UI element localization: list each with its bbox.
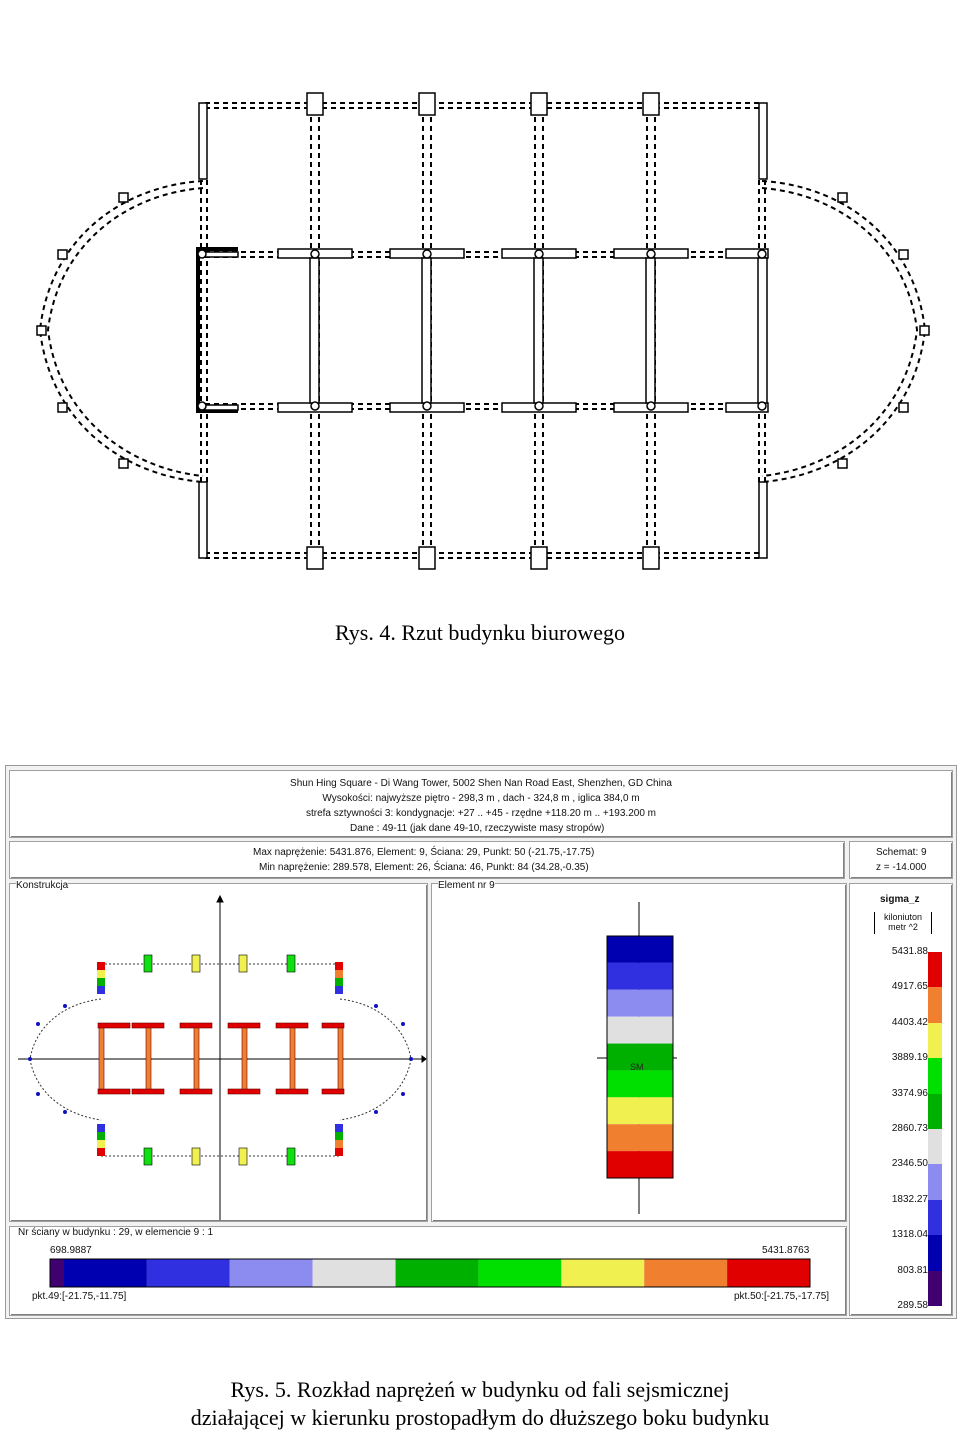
legend-value: 3374.96 [891, 1087, 928, 1099]
bar-cell [561, 1259, 644, 1287]
legend-unit-top: kiloniuton [883, 912, 923, 922]
legend-swatch [928, 1129, 942, 1164]
wall-bar-panel [9, 1226, 847, 1316]
legend-swatch [928, 1058, 942, 1093]
schemat-label: Schemat: 9 [876, 847, 927, 858]
bar-cell [50, 1259, 64, 1287]
legend-value: 1832.27 [891, 1193, 928, 1205]
legend-unit-box [874, 912, 932, 934]
element-cell [607, 963, 673, 990]
element-cell [607, 936, 673, 963]
legend-swatch [928, 1094, 942, 1129]
legend-value: 803.81 [897, 1264, 928, 1276]
element-cell [607, 1124, 673, 1151]
bar-cell [147, 1259, 230, 1287]
schemat-panel [849, 841, 953, 879]
legend-unit-bottom: metr ^2 [888, 922, 918, 932]
wall-info: Nr ściany w budynku : 29, w elemencie 9 : 1 [18, 1227, 214, 1238]
bar-cell [313, 1259, 396, 1287]
legend-value: 2860.73 [891, 1123, 928, 1134]
bar-cell [64, 1259, 147, 1287]
element-panel [431, 880, 847, 1222]
legend-swatch [928, 952, 942, 987]
analysis-window [5, 765, 957, 1319]
legend-value: 289.58 [897, 1300, 928, 1311]
legend-swatch [928, 1200, 942, 1235]
bar-cell [644, 1259, 727, 1287]
header-line-2: Wysokości: najwyższe piętro - 298,3 m , dach - 324,8 m , iglica 384,0 m [322, 793, 640, 804]
legend-swatch [928, 1271, 942, 1306]
figure4-caption: Rys. 4. Rzut budynku biurowego [335, 620, 625, 645]
bar-cell [727, 1259, 810, 1287]
construction-panel-title: Konstrukcja [16, 880, 69, 891]
figure5-caption-line1: Rys. 5. Rozkład naprężeń w budynku od fali sejsmicznej [230, 1377, 730, 1402]
bar-cell [478, 1259, 561, 1287]
figure5-caption-line2: działającej w kierunku prostopadłym do dłuższego boku budynku [190, 1405, 770, 1430]
header-line-3: strefa sztywności 3: kondygnacje: +27 .. +45 - rzędne +118.20 m .. +193.200 m [305, 808, 657, 819]
legend-title: sigma_z [880, 894, 920, 905]
wall-stress-bar [10, 1257, 846, 1293]
header-panel [9, 770, 953, 838]
legend-value: 3889.19 [891, 1052, 928, 1064]
element-cell [607, 1070, 673, 1097]
legend-value: 4403.42 [891, 1016, 928, 1028]
header-line-1: Shun Hing Square - Di Wang Tower, 5002 Shen Nan Road East, Shenzhen, GD China [290, 778, 672, 789]
element-stress-column [432, 884, 846, 1221]
point-left-label: pkt.49:[-21.75,-11.75] [32, 1291, 127, 1302]
bar-cell [396, 1259, 479, 1287]
legend-swatch [928, 1164, 942, 1199]
legend-value: 2346.50 [891, 1158, 928, 1170]
construction-drawing [10, 884, 427, 1221]
min-stress-line: Min naprężenie: 289.578, Element: 26, Ściana: 46, Punkt: 84 (34.28,-0.35) [259, 862, 589, 873]
z-value-label: z = -14.000 [876, 862, 927, 873]
legend-value: 4917.65 [891, 981, 928, 993]
floor-plan-drawing [0, 0, 960, 600]
bar-min-value: 698.9887 [50, 1245, 92, 1256]
element-panel-title: Element nr 9 [438, 880, 495, 891]
legend-value: 1318.04 [891, 1229, 928, 1241]
sm-label: SM [630, 1062, 644, 1072]
construction-panel [9, 880, 428, 1222]
legend-value: 5431.88 [891, 946, 928, 957]
legend-swatch [928, 1235, 942, 1270]
point-right-label: pkt.50:[-21.75,-17.75] [734, 1291, 830, 1302]
max-stress-line: Max naprężenie: 5431.876, Element: 9, Ściana: 29, Punkt: 50 (-21.75,-17.75) [253, 847, 595, 858]
element-cell [607, 1017, 673, 1044]
element-cell [607, 1097, 673, 1124]
header-line-4: Dane : 49-11 (jak dane 49-10, rzeczywiste masy stropów) [350, 823, 605, 834]
legend-swatch [928, 987, 942, 1022]
element-cell [607, 990, 673, 1017]
element-cell [607, 1151, 673, 1178]
legend-panel [849, 883, 953, 1316]
legend-swatch [928, 1023, 942, 1058]
bar-max-value: 5431.8763 [762, 1245, 810, 1256]
bar-cell [230, 1259, 313, 1287]
stress-info-panel [9, 841, 845, 879]
